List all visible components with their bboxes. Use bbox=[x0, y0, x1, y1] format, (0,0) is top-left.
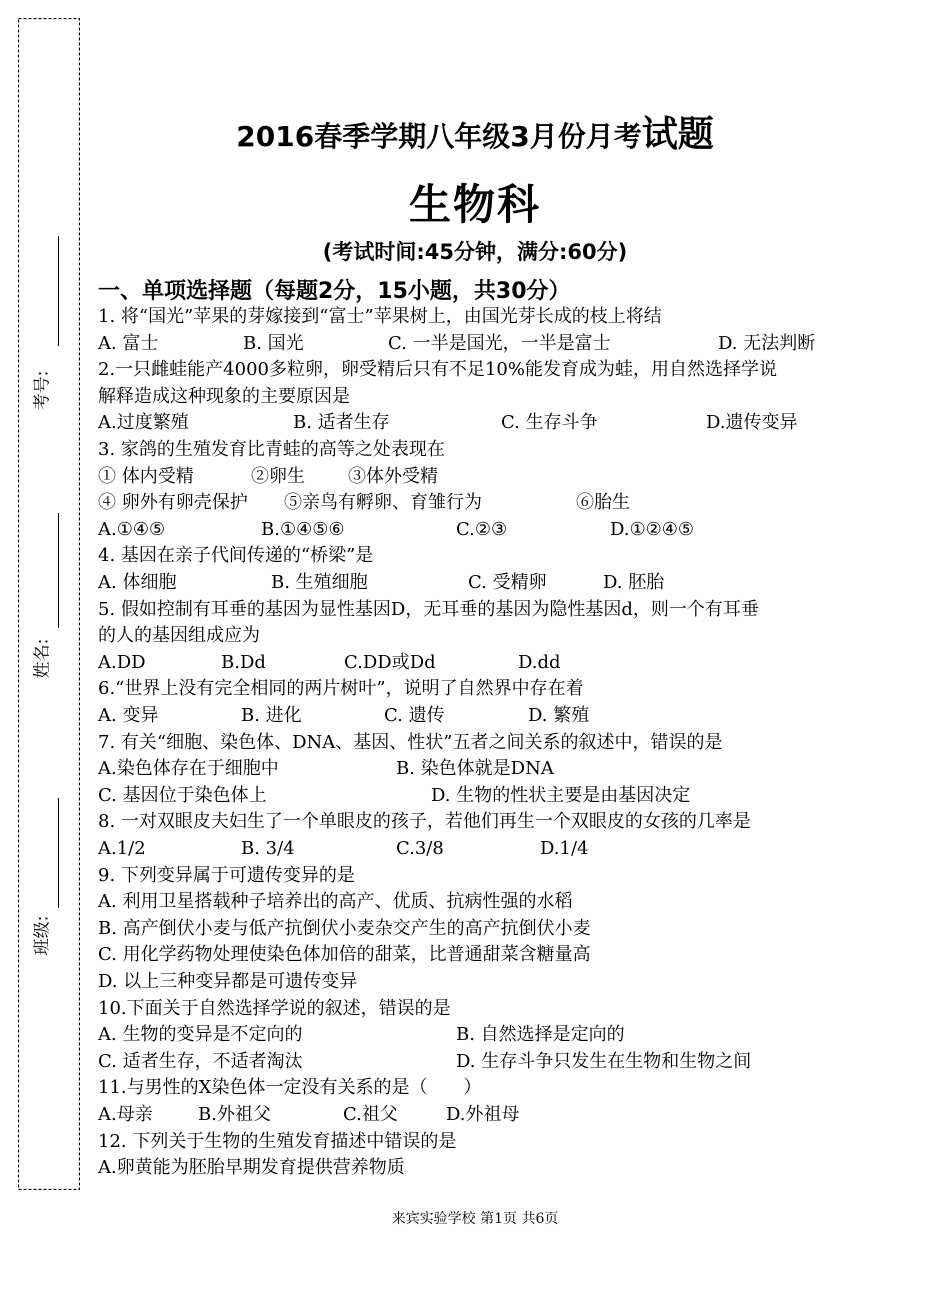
answer-option: ②卵生 bbox=[251, 465, 305, 487]
answer-option: C. 受精卵 bbox=[468, 572, 547, 593]
answer-option: A.①④⑤ bbox=[98, 518, 166, 540]
question-text: 5. 假如控制有耳垂的基因为显性基因D，无耳垂的基因为隐性基因d，则一个有耳垂 bbox=[98, 598, 759, 620]
answer-option: A.DD bbox=[98, 651, 146, 673]
option-row bbox=[98, 491, 858, 515]
answer-option: ① 体内受精 bbox=[98, 465, 194, 487]
class-label: 班级: bbox=[32, 915, 53, 956]
class-line bbox=[58, 798, 59, 908]
answer-option: B. 生殖细胞 bbox=[271, 572, 368, 593]
page-footer: 来宾实验学校 第1页 共6页 bbox=[391, 1211, 559, 1227]
answer-option: D.dd bbox=[518, 651, 561, 673]
question-text: 解释造成这种现象的主要原因是 bbox=[98, 385, 350, 407]
question-text: 4. 基因在亲子代间传递的“桥梁”是 bbox=[98, 545, 374, 567]
answer-option: A.染色体存在于细胞中 bbox=[98, 758, 279, 780]
answer-option: A. 变异 bbox=[98, 705, 159, 726]
question-text: 8. 一对双眼皮夫妇生了一个单眼皮的孩子，若他们再生一个双眼皮的女孩的几率是 bbox=[98, 811, 751, 833]
exam-no-label: 考号: bbox=[32, 370, 53, 411]
answer-option: A.1/2 bbox=[98, 838, 146, 859]
option-row bbox=[98, 571, 858, 595]
question-text: 3. 家鸽的生殖发育比青蛙的高等之处表现在 bbox=[98, 439, 445, 460]
answer-option: C.3/8 bbox=[396, 838, 444, 859]
answer-option: D.1/4 bbox=[540, 838, 589, 859]
name-line bbox=[58, 513, 59, 628]
option-row bbox=[98, 784, 858, 808]
option-row bbox=[98, 518, 858, 542]
answer-option: A. 体细胞 bbox=[98, 572, 177, 593]
question-text: B. 高产倒伏小麦与低产抗倒伏小麦杂交产生的高产抗倒伏小麦 bbox=[98, 917, 591, 939]
question-text: 12. 下列关于生物的生殖发育描述中错误的是 bbox=[98, 1130, 457, 1152]
question-text: 的人的基因组成应为 bbox=[98, 625, 260, 647]
answer-option: C.DD或Dd bbox=[344, 651, 436, 673]
answer-option: B. 3/4 bbox=[241, 838, 295, 859]
answer-option: B.①④⑤⑥ bbox=[261, 518, 345, 540]
question-text: 9. 下列变异属于可遗传变异的是 bbox=[98, 864, 355, 886]
answer-option: A. 富士 bbox=[98, 332, 159, 354]
option-row bbox=[98, 332, 858, 356]
question-text: D. 以上三种变异都是可遗传变异 bbox=[98, 971, 358, 992]
answer-option: C. 一半是国光，一半是富士 bbox=[388, 332, 611, 354]
question-text: 2.一只雌蛙能产4000多粒卵，卵受精后只有不足10%能发育成为蛙，用自然选择学说 bbox=[98, 359, 777, 381]
section-heading: 一、单项选择题（每题2分，15小题，共30分） bbox=[98, 279, 571, 304]
option-row bbox=[98, 757, 858, 781]
option-row bbox=[98, 651, 858, 675]
question-text: 10.下面关于自然选择学说的叙述，错误的是 bbox=[98, 997, 451, 1019]
answer-option: C.祖父 bbox=[343, 1104, 398, 1125]
answer-option: D.遗传变异 bbox=[706, 412, 798, 434]
exam-title-suffix: 试题 bbox=[641, 114, 714, 155]
answer-option: D.外祖母 bbox=[446, 1104, 520, 1125]
answer-option: D. 胚胎 bbox=[603, 572, 665, 593]
answer-option: D. 生存斗争只发生在生物和生物之间 bbox=[456, 1050, 752, 1072]
answer-option: ⑤亲鸟有孵卵、育雏行为 bbox=[284, 492, 482, 514]
question-text: 11.与男性的X染色体一定没有关系的是（ ） bbox=[98, 1077, 482, 1099]
answer-option: ⑥胎生 bbox=[576, 492, 630, 514]
answer-option: D.①②④⑤ bbox=[610, 518, 695, 540]
option-row bbox=[98, 704, 858, 728]
answer-option: C.②③ bbox=[456, 518, 508, 540]
answer-option: A. 生物的变异是不定向的 bbox=[98, 1024, 303, 1046]
question-text: C. 用化学药物处理使染色体加倍的甜菜，比普通甜菜含糖量高 bbox=[98, 944, 591, 966]
answer-option: D. 无法判断 bbox=[718, 332, 816, 354]
option-row bbox=[98, 1050, 858, 1074]
answer-option: B. 自然选择是定向的 bbox=[456, 1024, 625, 1046]
option-row bbox=[98, 837, 858, 861]
question-text: A.卵黄能为胚胎早期发育提供营养物质 bbox=[98, 1157, 405, 1179]
answer-option: C. 生存斗争 bbox=[501, 412, 598, 434]
question-text: A. 利用卫星搭载种子培养出的高产、优质、抗病性强的水稻 bbox=[98, 891, 573, 913]
answer-option: A.过度繁殖 bbox=[98, 412, 189, 434]
exam-title bbox=[0, 106, 950, 157]
answer-option: D. 生物的性状主要是由基因决定 bbox=[431, 784, 691, 806]
answer-option: B. 国光 bbox=[243, 332, 304, 354]
answer-option: ④ 卵外有卵壳保护 bbox=[98, 492, 248, 514]
subject-title: 生物科 bbox=[408, 180, 541, 229]
answer-option: B.Dd bbox=[221, 651, 266, 673]
question-text: 1. 将“国光”苹果的芽嫁接到“富士”苹果树上，由国光芽长成的枝上将结 bbox=[98, 306, 662, 327]
option-row bbox=[98, 411, 858, 435]
answer-option: C. 遗传 bbox=[384, 705, 445, 726]
name-label: 姓名: bbox=[32, 638, 53, 679]
option-row bbox=[98, 1023, 858, 1047]
answer-option: C. 适者生存，不适者淘汰 bbox=[98, 1050, 303, 1072]
answer-option: B.外祖父 bbox=[198, 1104, 271, 1125]
answer-option: B. 染色体就是DNA bbox=[396, 758, 554, 780]
answer-option: D. 繁殖 bbox=[528, 705, 590, 726]
answer-option: ③体外受精 bbox=[348, 465, 438, 487]
answer-option: A.母亲 bbox=[98, 1104, 153, 1125]
answer-option: B. 适者生存 bbox=[293, 412, 390, 434]
option-row bbox=[98, 1103, 858, 1127]
exam-title-main: 2016春季学期八年级3月份月考 bbox=[236, 120, 642, 153]
option-row bbox=[98, 465, 858, 489]
exam-info: (考试时间:45分钟，满分:60分) bbox=[322, 240, 628, 264]
answer-option: B. 进化 bbox=[241, 705, 302, 726]
question-text: 6.“世界上没有完全相同的两片树叶”，说明了自然界中存在着 bbox=[98, 678, 584, 700]
answer-option: C. 基因位于染色体上 bbox=[98, 784, 267, 806]
question-text: 7. 有关“细胞、染色体、DNA、基因、性状”五者之间关系的叙述中，错误的是 bbox=[98, 731, 723, 753]
